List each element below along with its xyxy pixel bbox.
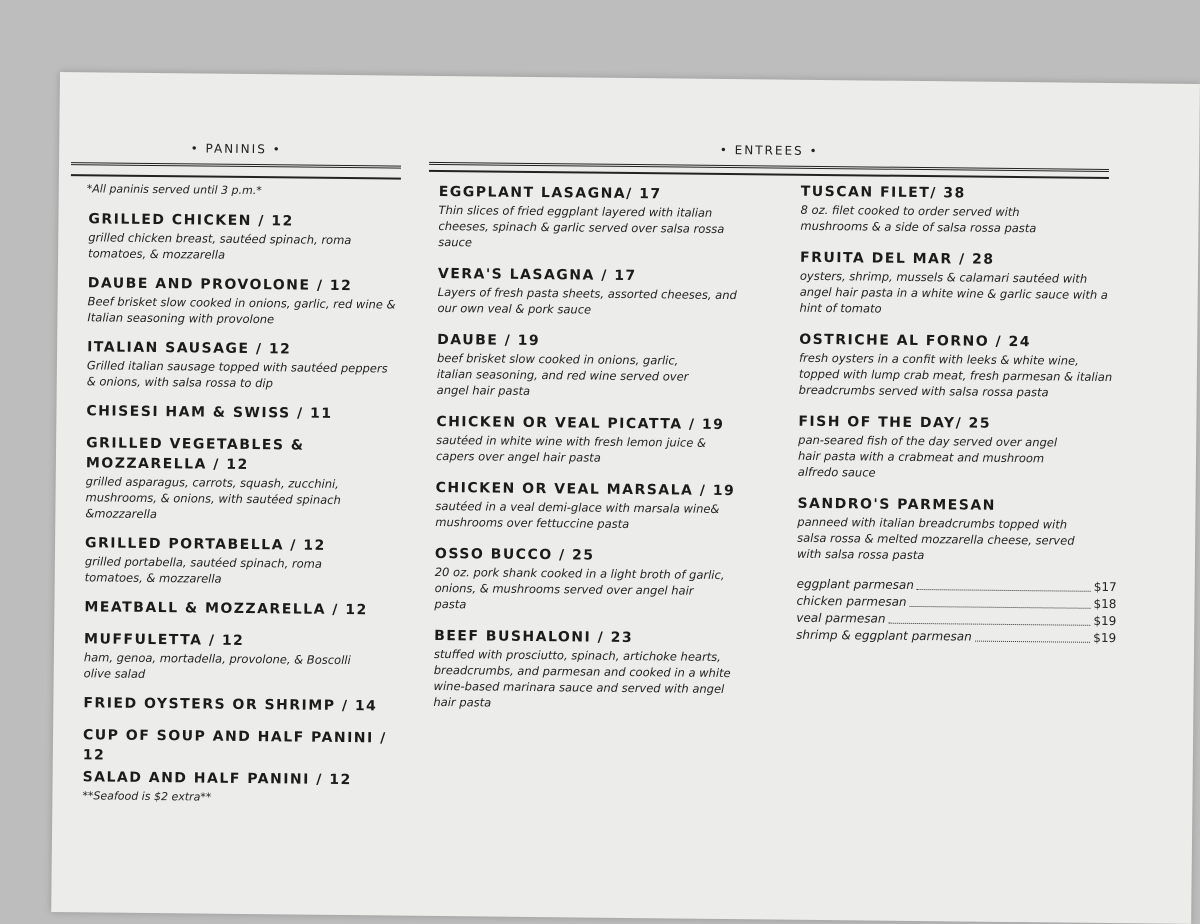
item-name: TUSCAN FILET/ 38 [800, 183, 966, 202]
item-desc: grilled chicken breast, sautéed spinach, roma tomatoes, & mozzarella [88, 230, 352, 262]
item-name: DAUBE / 19 [437, 331, 541, 350]
entrees-title: • ENTREES • [719, 142, 819, 158]
item-name: SALAD AND HALF PANINI / 12 [82, 769, 352, 789]
entrees-rule [429, 162, 1109, 179]
leader-dots [910, 594, 1091, 609]
item-desc: 20 oz. pork shank cooked in a light broth of garlic, onions, & mushrooms served over angel hair pasta [434, 564, 725, 612]
leader-dots [975, 629, 1091, 643]
menu-item [799, 248, 1140, 320]
item-name: CHISESI HAM & SWISS / 11 [86, 403, 333, 422]
menu-item [437, 330, 798, 402]
item-desc: oysters, shrimp, mussels & calamari sautéed with angel hair pasta in a white wine & garlic sauce with a hint of tomato [799, 268, 1108, 316]
option-label: veal parmesan [796, 610, 886, 626]
entrees-right-column [796, 182, 1141, 648]
item-desc: grilled asparagus, carrots, squash, zucchini, mushrooms, & onions, with sautéed spinach &mozzarella [85, 474, 341, 522]
menu-item [84, 597, 396, 620]
item-name: CHICKEN OR VEAL PICATTA / 19 [436, 413, 725, 433]
item-name: EGGPLANT LASAGNA/ 17 [438, 183, 662, 203]
option-price: $17 [1093, 579, 1117, 595]
paninis-rule [71, 162, 401, 179]
option-price: $19 [1093, 613, 1117, 629]
item-desc: ham, genoa, mortadella, provolone, & Boscolli olive salad [83, 650, 351, 681]
menu-item [437, 264, 798, 320]
item-name: GRILLED VEGETABLES & MOZZARELLA / 12 [85, 435, 305, 473]
menu-item [87, 337, 400, 392]
item-desc: beef brisket slow cooked in onions, garlic, italian seasoning, and red wine served over angel hair pasta [436, 350, 689, 398]
parmesan-option [796, 627, 1116, 647]
item-desc: pan-seared fish of the day served over angel hair pasta with a crabmeat and mushroom alfredo sauce [797, 432, 1058, 480]
entrees-left-column [433, 182, 799, 726]
item-name: OSSO BUCCO / 25 [434, 545, 595, 564]
item-desc: stuffed with prosciutto, spinach, artichoke hearts, breadcrumbs, and parmesan and cooked in a white wine-based marinara sauce and served with angel hair pasta [433, 646, 731, 710]
seafood-footnote: **Seafood is $2 extra** [82, 789, 212, 804]
menu-item [83, 693, 395, 716]
item-desc: 8 oz. filet cooked to order served with mushrooms & a side of salsa rossa pasta [800, 202, 1037, 236]
paninis-title: • PANINIS • [190, 141, 282, 157]
item-desc: Beef brisket slow cooked in onions, garlic, red wine & Italian seasoning with provolone [87, 294, 396, 327]
menu-item [797, 494, 1138, 566]
item-name: MEATBALL & MOZZARELLA / 12 [84, 599, 368, 619]
item-name: VERA'S LASAGNA / 17 [437, 265, 637, 285]
item-name: GRILLED PORTABELLA / 12 [84, 535, 326, 554]
menu-item [435, 478, 796, 534]
item-desc: sautéed in white wine with fresh lemon juice & capers over angel hair pasta [435, 432, 707, 465]
item-desc: Thin slices of fried eggplant layered with italian cheeses, spinach & garlic served over salsa rossa sauce [438, 202, 725, 250]
item-name: CUP OF SOUP AND HALF PANINI / 12 [82, 727, 387, 764]
item-name: DAUBE AND PROVOLONE / 12 [87, 275, 353, 295]
leader-dots [888, 611, 1090, 626]
option-label: eggplant parmesan [796, 576, 914, 592]
item-name: FISH OF THE DAY/ 25 [798, 413, 992, 432]
menu-item [86, 401, 398, 424]
item-desc: panneed with italian breadcrumbs topped with salsa rossa & melted mozzarella cheese, served with salsa rossa pasta [796, 514, 1075, 563]
menu-sheet [51, 72, 1200, 924]
item-name: BEEF BUSHALONI / 23 [434, 627, 634, 647]
paninis-note: *All paninis served until 3 p.m.* [86, 182, 262, 198]
menu-item [83, 725, 395, 768]
option-price: $18 [1093, 596, 1117, 612]
item-name: FRUITA DEL MAR / 28 [800, 249, 995, 268]
menu-item [800, 182, 1141, 238]
option-label: shrimp & eggplant parmesan [796, 627, 972, 644]
item-desc: Grilled italian sausage topped with sautéed peppers & onions, with salsa rossa to dip [86, 358, 388, 391]
menu-item [88, 209, 401, 264]
option-label: chicken parmesan [796, 593, 907, 609]
menu-item [434, 544, 795, 616]
item-desc: fresh oysters in a confit with leeks & white wine, topped with lump crab meat, fresh parmesan & italian breadcrumbs served with salsa rossa pasta [798, 350, 1113, 400]
leader-dots [917, 577, 1091, 592]
menu-item [83, 767, 395, 790]
menu-item [87, 273, 400, 328]
item-name: FRIED OYSTERS OR SHRIMP / 14 [83, 695, 378, 715]
item-name: GRILLED CHICKEN / 12 [88, 211, 294, 230]
menu-item [85, 433, 398, 524]
menu-item [436, 412, 797, 468]
menu-item [433, 626, 794, 714]
menu-item [85, 533, 398, 588]
item-desc: grilled portabella, sautéed spinach, roma tomatoes, & mozzarella [84, 554, 323, 586]
item-name: ITALIAN SAUSAGE / 12 [87, 339, 292, 358]
item-desc: Layers of fresh pasta sheets, assorted cheeses, and our own veal & pork sauce [437, 284, 737, 317]
option-price: $19 [1093, 630, 1117, 646]
item-name: OSTRICHE AL FORNO / 24 [799, 331, 1032, 351]
item-name: SANDRO'S PARMESAN [797, 495, 996, 514]
parmesan-price-list [796, 576, 1137, 648]
item-name: CHICKEN OR VEAL MARSALA / 19 [435, 479, 736, 500]
menu-item [438, 182, 799, 254]
menu-item [799, 330, 1140, 402]
menu-item [798, 412, 1139, 484]
entrees-header [429, 140, 1109, 179]
item-name: MUFFULETTA / 12 [83, 631, 245, 649]
paninis-column [64, 140, 401, 805]
item-desc: sautéed in a veal demi-glace with marsala wine& mushrooms over fettuccine pasta [435, 498, 720, 531]
menu-item [84, 629, 397, 684]
